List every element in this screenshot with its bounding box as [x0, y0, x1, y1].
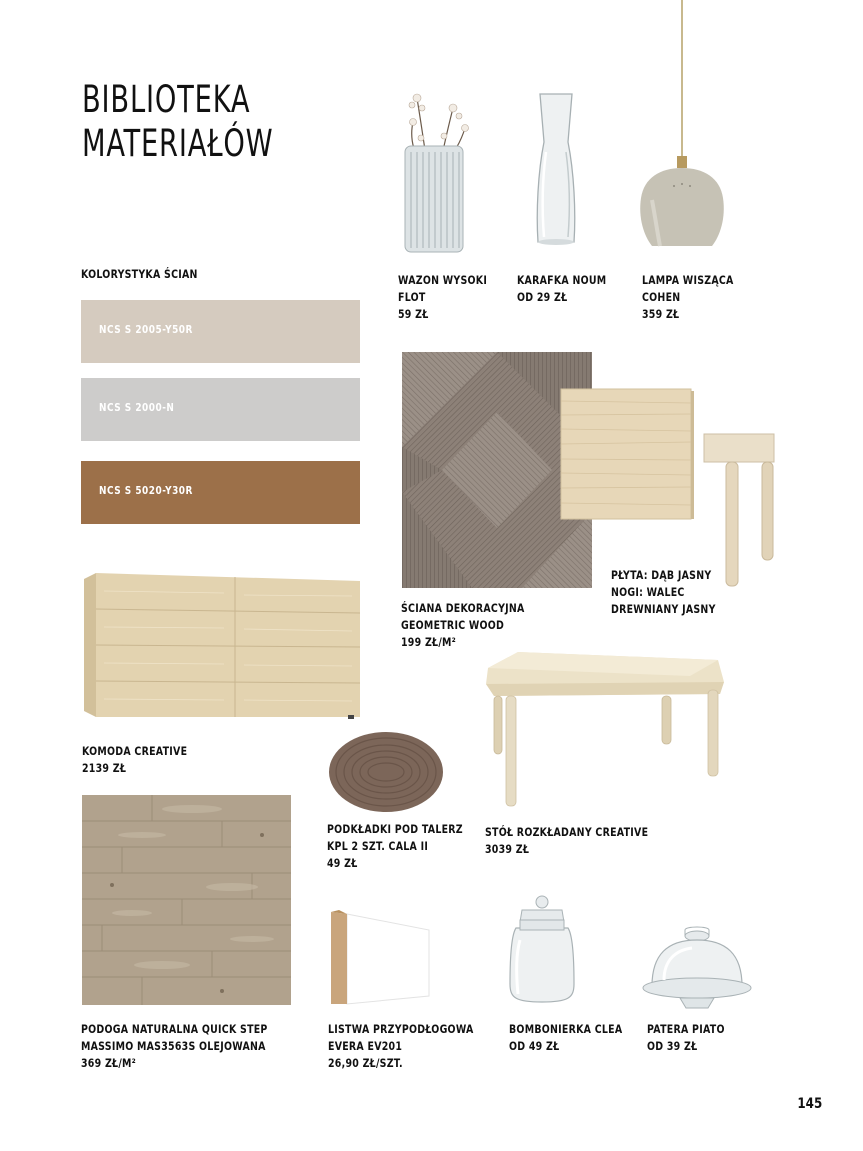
dresser-price: 2139 ZŁ: [82, 761, 127, 775]
cake-stand-image: [642, 924, 754, 1010]
carafe-name: KARAFKA NOUM: [517, 273, 607, 287]
table-spec-2: NOGI: WALEC: [611, 585, 685, 599]
jar-image: [506, 894, 578, 1006]
lamp-name-1: LAMPA WISZĄCA: [642, 273, 734, 287]
skirting-image: [329, 910, 439, 1006]
color-swatch-1: [81, 300, 360, 363]
table-spec-3: DREWNIANY JASNY: [611, 602, 716, 616]
swatch-code-1: NCS S 2005-Y50R: [99, 324, 193, 336]
cake-stand-name: PATERA PIATO: [647, 1022, 725, 1036]
jar-price: OD 49 ZŁ: [509, 1039, 560, 1053]
placemat-image: [327, 730, 447, 814]
wall-panel-price: 199 ZŁ/M²: [401, 635, 457, 649]
vase-name-1: WAZON WYSOKI: [398, 273, 488, 287]
carafe-image: [532, 92, 580, 250]
page-number: 145: [797, 1096, 822, 1112]
vase-caption: [398, 272, 487, 323]
placemat-price: 49 ZŁ: [327, 856, 358, 870]
lamp-image: [630, 0, 730, 250]
title-line-1: BIBLIOTEKA: [82, 78, 251, 121]
lamp-caption: [642, 272, 734, 323]
placemat-caption: [327, 821, 463, 872]
floor-image: [82, 795, 291, 1005]
wall-colors-heading: KOLORYSTYKA ŚCIAN: [81, 267, 198, 281]
table-name: STÓŁ ROZKŁADANY CREATIVE: [485, 825, 649, 839]
jar-caption: [509, 1021, 622, 1055]
floor-name-2: MASSIMO MAS3563S OLEJOWANA: [81, 1039, 266, 1053]
placemat-name-2: KPL 2 SZT. CALA II: [327, 839, 429, 853]
dresser-name: KOMODA CREATIVE: [82, 744, 188, 758]
carafe-caption: [517, 272, 606, 306]
color-swatch-2: [81, 378, 360, 441]
table-image: [484, 642, 728, 810]
jar-name: BOMBONIERKA CLEA: [509, 1022, 623, 1036]
dresser-image: [84, 571, 360, 721]
page-title: [82, 78, 273, 166]
cake-stand-caption: [647, 1021, 725, 1055]
skirting-price: 26,90 ZŁ/SZT.: [328, 1056, 403, 1070]
swatch-code-3: NCS S 5020-Y30R: [99, 485, 193, 497]
lamp-price: 359 ZŁ: [642, 307, 680, 321]
floor-name-1: PODOGA NATURALNA QUICK STEP: [81, 1022, 268, 1036]
skirting-caption: [328, 1021, 474, 1072]
table-price: 3039 ZŁ: [485, 842, 530, 856]
skirting-name-2: EVERA EV201: [328, 1039, 403, 1053]
oak-board-image: [561, 389, 695, 521]
color-swatch-3: [81, 461, 360, 524]
floor-caption: [81, 1021, 268, 1072]
wall-panel-name-1: ŚCIANA DEKORACYJNA: [401, 601, 525, 615]
cake-stand-price: OD 39 ZŁ: [647, 1039, 698, 1053]
table-spec-1: PŁYTA: DĄB JASNY: [611, 568, 712, 582]
vase-price: 59 ZŁ: [398, 307, 429, 321]
swatch-code-2: NCS S 2000-N: [99, 402, 175, 414]
table-spec-caption: [611, 567, 716, 618]
skirting-name-1: LISTWA PRZYPODŁOGOWA: [328, 1022, 474, 1036]
lamp-name-2: COHEN: [642, 290, 681, 304]
vase-image: [395, 78, 475, 258]
dresser-caption: [82, 743, 187, 777]
vase-name-2: FLOT: [398, 290, 426, 304]
carafe-price: OD 29 ZŁ: [517, 290, 568, 304]
table-leg-image: [704, 432, 776, 588]
wall-panel-name-2: GEOMETRIC WOOD: [401, 618, 505, 632]
placemat-name-1: PODKŁADKI POD TALERZ: [327, 822, 463, 836]
title-line-2: MATERIAŁÓW: [82, 122, 274, 165]
table-caption: [485, 824, 648, 858]
floor-price: 369 ZŁ/M²: [81, 1056, 137, 1070]
